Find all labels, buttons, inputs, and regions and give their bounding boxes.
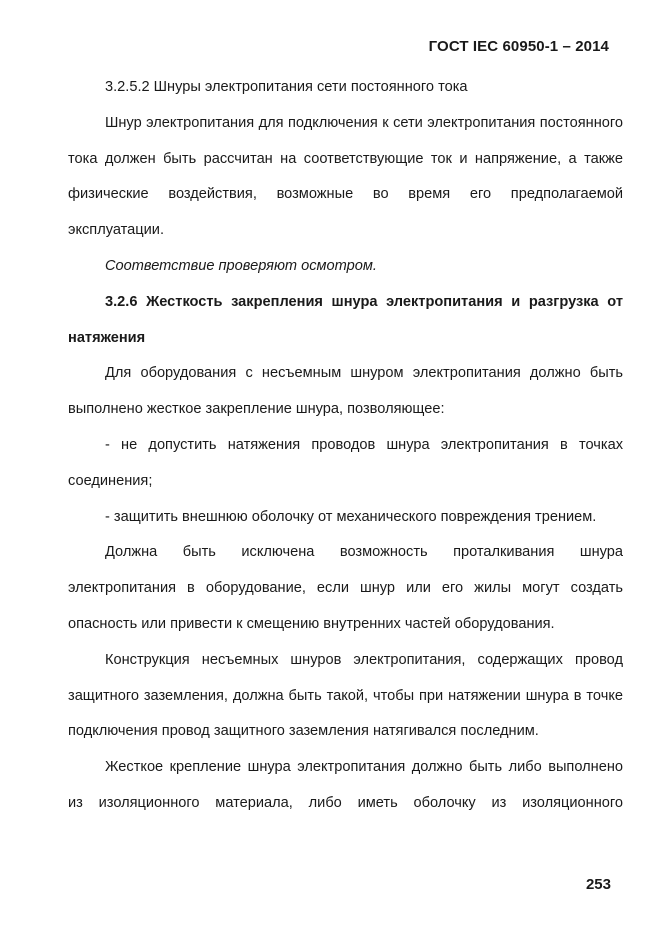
paragraph-push-in-prevention: Должна быть исключена возможность проталкивания шнура электропитания в оборудование, если шнур или его жилы могут создать опасность или привести к смещению внутренних частей оборудования. bbox=[68, 544, 623, 632]
list-item-prevent-tension: - не допустить натяжения проводов шнура электропитания в точках соединения; bbox=[68, 436, 623, 489]
paragraph-earthing-conductor: Конструкция несъемных шнуров электропитания, содержащих провод защитного заземления, должна быть такой, чтобы при натяжении шнура в точке подключения провод защитного заземления натягивался последним. bbox=[68, 651, 623, 740]
paragraph-insulating-anchorage: Жесткое крепление шнура электропитания должно быть либо выполнено из изоляционного материала, либо иметь оболочку из изоляционного bbox=[68, 759, 623, 811]
paragraph-dc-cord-requirements: Шнур электропитания для подключения к сети электропитания постоянного тока должен быть рассчитан на соответствующие ток и напряжение, а также физические воздействия, возможные во время его предполагаемой эксплуатации. bbox=[68, 114, 623, 239]
paragraph-section-3-2-5-2: 3.2.5.2 Шнуры электропитания сети постоянного тока bbox=[105, 79, 468, 95]
section-heading-3-2-6: 3.2.6 Жесткость закрепления шнура электропитания и разгрузка от натяжения bbox=[68, 293, 623, 346]
paragraph-compliance-check: Соответствие проверяют осмотром. bbox=[105, 257, 377, 274]
list-item-protect-sheath: - защитить внешнюю оболочку от механического повреждения трением. bbox=[105, 508, 597, 525]
paragraph-fixed-cord-anchorage: Для оборудования с несъемным шнуром электропитания должно быть выполнено жесткое закрепление шнура, позволяющее: bbox=[68, 365, 623, 418]
document-header: ГОСТ IEC 60950-1 – 2014 bbox=[428, 38, 609, 55]
document-body bbox=[68, 70, 623, 822]
page-number: 253 bbox=[585, 876, 611, 893]
